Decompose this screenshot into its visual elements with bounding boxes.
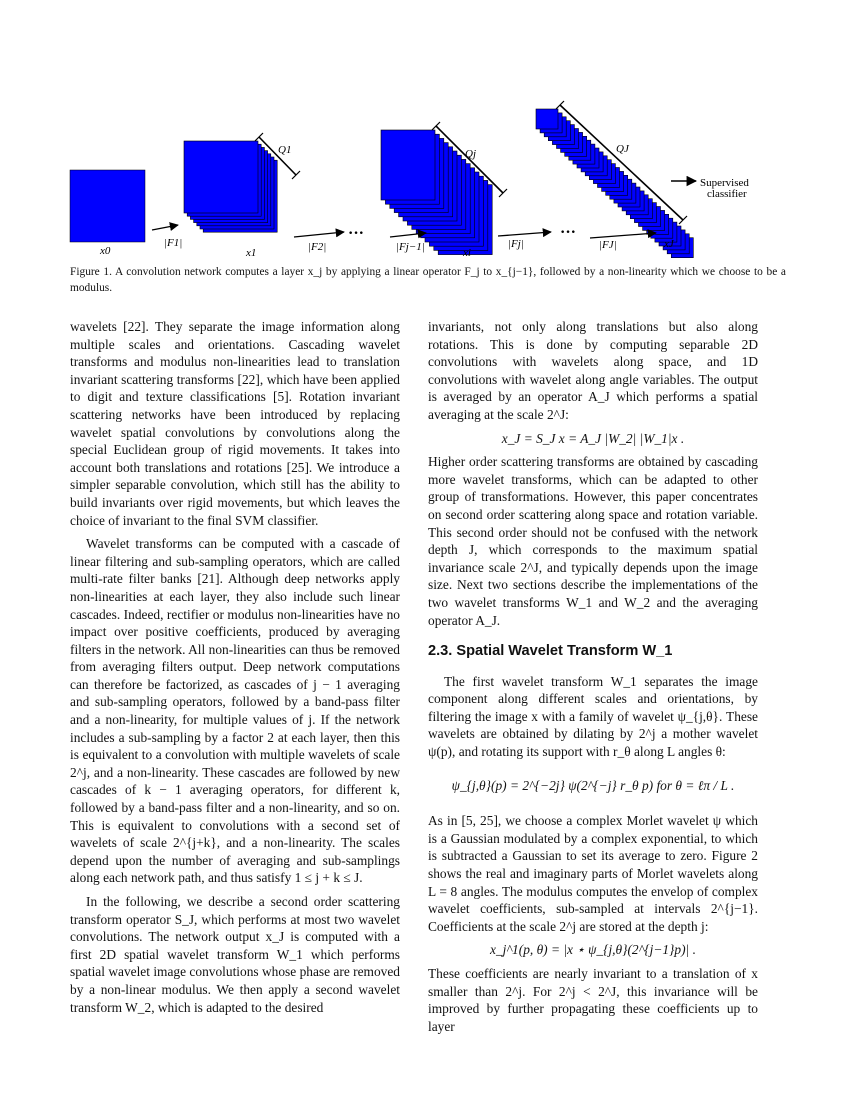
section-heading: 2.3. Spatial Wavelet Transform W_1: [428, 643, 673, 660]
left-paragraph-3: In the following, we describe a second order scattering transform operator S_J, which performs at most two wavelet convolutions. The network output x_J is computed with a first 2D spatial wavelet transform W_1 which performs spatial wavelet image convolutions whose phase are removed by a non-linear modulus. We then apply a second wavelet transform W_2, which is adapted to the desired: [70, 894, 400, 1015]
label-Qj: Qj: [465, 148, 476, 160]
classifier-label-1: Supervised: [700, 177, 749, 189]
feature-map-block: [184, 141, 258, 213]
convolution-network-figure: [60, 95, 790, 265]
x1-block-stack: [184, 141, 277, 232]
right-paragraph-5: These coefficients are nearly invariant to a translation of x smaller than 2^j. For 2^j < 2^J, this invariance will be improved by further propagating these coefficients up to layer: [428, 966, 758, 1034]
dots-2: ···: [560, 224, 577, 241]
equation-scattering: x_J = S_J x = A_J |W_2| |W_1|x .: [501, 430, 685, 446]
classifier-label-2: classifier: [707, 188, 747, 200]
right-paragraph-3: The first wavelet transform W_1 separates the image component along different scales and orientations, by filtering the image x with a family of wavelet ψ_{j,θ}. These wavelets are obtained by dilating by 2^j a mother wavelet ψ(p), and rotating its support with r_θ along L angles θ:: [428, 673, 758, 760]
right-column: [428, 318, 758, 1041]
feature-map-block: [381, 130, 435, 200]
feature-map-block: [536, 109, 558, 129]
equation-wavelet: ψ_{j,θ}(p) = 2^{−2j} ψ(2^{−j} r_θ p) for θ = ℓπ / L .: [451, 777, 735, 793]
label-Fj1: |Fj−1|: [396, 241, 425, 253]
label-QJ: QJ: [616, 143, 629, 155]
label-Q1: Q1: [278, 144, 292, 156]
right-paragraph-4: As in [5, 25], we choose a complex Morlet wavelet ψ which is a Gaussian modulated by a complex exponential, to which is subtracted a Gaussian to set its average to zero. Figure 2 shows the real and imaginary parts of Morlet wavelets along L = 8 angles. The modulus computes the envelop of complex wavelet coefficients, sub-sampled at intervals 2^{j−1}. Coefficients at the scale 2^j are stored at the depth j:: [428, 813, 758, 934]
label-xJ: xJ: [664, 238, 674, 250]
label-F2: |F2|: [308, 241, 327, 253]
equation-coefficients: x_j^1(p, θ) = |x ⋆ ψ_{j,θ}(2^{j−1}p)| .: [490, 942, 696, 958]
label-F1: |F1|: [164, 237, 183, 249]
right-paragraph-2: Higher order scattering transforms are obtained by cascading more wavelet transforms, which can be adapted to other group of transformations. However, this paper concentrates on second order scattering along space and rotation variable. This second order should not be confused with the network depth J, which corresponds to the maximum spatial invariance scale 2^J, and typically depends upon the image size. Next two sections describe the implementations of the two wavelet transforms W_1 and W_2 and the averaging operator A_J.: [428, 454, 758, 628]
label-xi: xi: [463, 247, 471, 259]
label-x0: x0: [100, 245, 111, 257]
label-x1: x1: [246, 247, 257, 259]
left-paragraph-2: Wavelet transforms can be computed with a cascade of linear filtering and sub-sampling operators, which are called multi-rate filter banks [21]. Although deep networks apply non-linearities at each layer, they also include such linear cascades. Indeed, rectifier or modulus non-linearities have no impact over positive coefficients, produced by averaging filters in the network. All non-linearities can thus be removed from averaging filters output. Deep network computations can therefore be factorized, as cascades of j − 1 averaging and sub-sampling operators, followed by a band-pass filter and a non-linearity, for multiple values of j. If the network includes a sub-sampling by a factor 2 at each layer, then this is equivalent to a convolution with multiple wavelets of scale 2^j, and a non-linearity. These cascades are followed by new cascades of k − 1 averaging operators, for different k, followed by a band-pass filter and a non-linearity, and so on. This is equivalent to convolutions with a second set of wavelets of scale 2^{j+k}, and a non-linearity. The scales depend upon the number of averaging and sub-samplings along each network path, and thus satisfy 1 ≤ j + k ≤ J.: [70, 536, 400, 886]
figure-caption: Figure 1. A convolution network computes a layer x_j by applying a linear operator F_j to x_{j−1}, followed by a non-linearity which we choose to be a modulus.: [70, 266, 786, 294]
f2-arrow: [294, 232, 344, 237]
left-column: [70, 318, 400, 1022]
x0-block: [70, 170, 145, 242]
left-paragraph-1: wavelets [22]. They separate the image information along multiple scales and orientations. Cascading wavelet transforms and modulus non-linearities lead to translation invariant scattering transforms [22], which have been applied to digit and texture classifications [5]. Rotation invariant scattering networks have been introduced by replacing wavelet spatial convolutions by convolutions along the special Euclidean group of rigid movements. It takes into account both translations and rotations [25]. We introduce a simpler separable convolution, which still has the ability to build invariants over rigid movements, but which leaves the choice of invariant to the final SVM classifier.: [70, 319, 400, 528]
f1-arrow: [152, 225, 178, 230]
right-paragraph-1: invariants, not only along translations but also along rotations. This is done by computing separable 2D convolutions with wavelets along space, and 1D convolutions with wavelet along angle variables. The output is averaged by an operator A_J which performs a spatial averaging at the scale 2^J:: [428, 319, 758, 422]
label-Fj: |Fj|: [508, 238, 524, 250]
fJ-arrow: [590, 233, 656, 238]
dots-1: ···: [348, 225, 365, 242]
label-FJ: |FJ|: [599, 239, 617, 251]
fj-arrow: [498, 232, 551, 236]
